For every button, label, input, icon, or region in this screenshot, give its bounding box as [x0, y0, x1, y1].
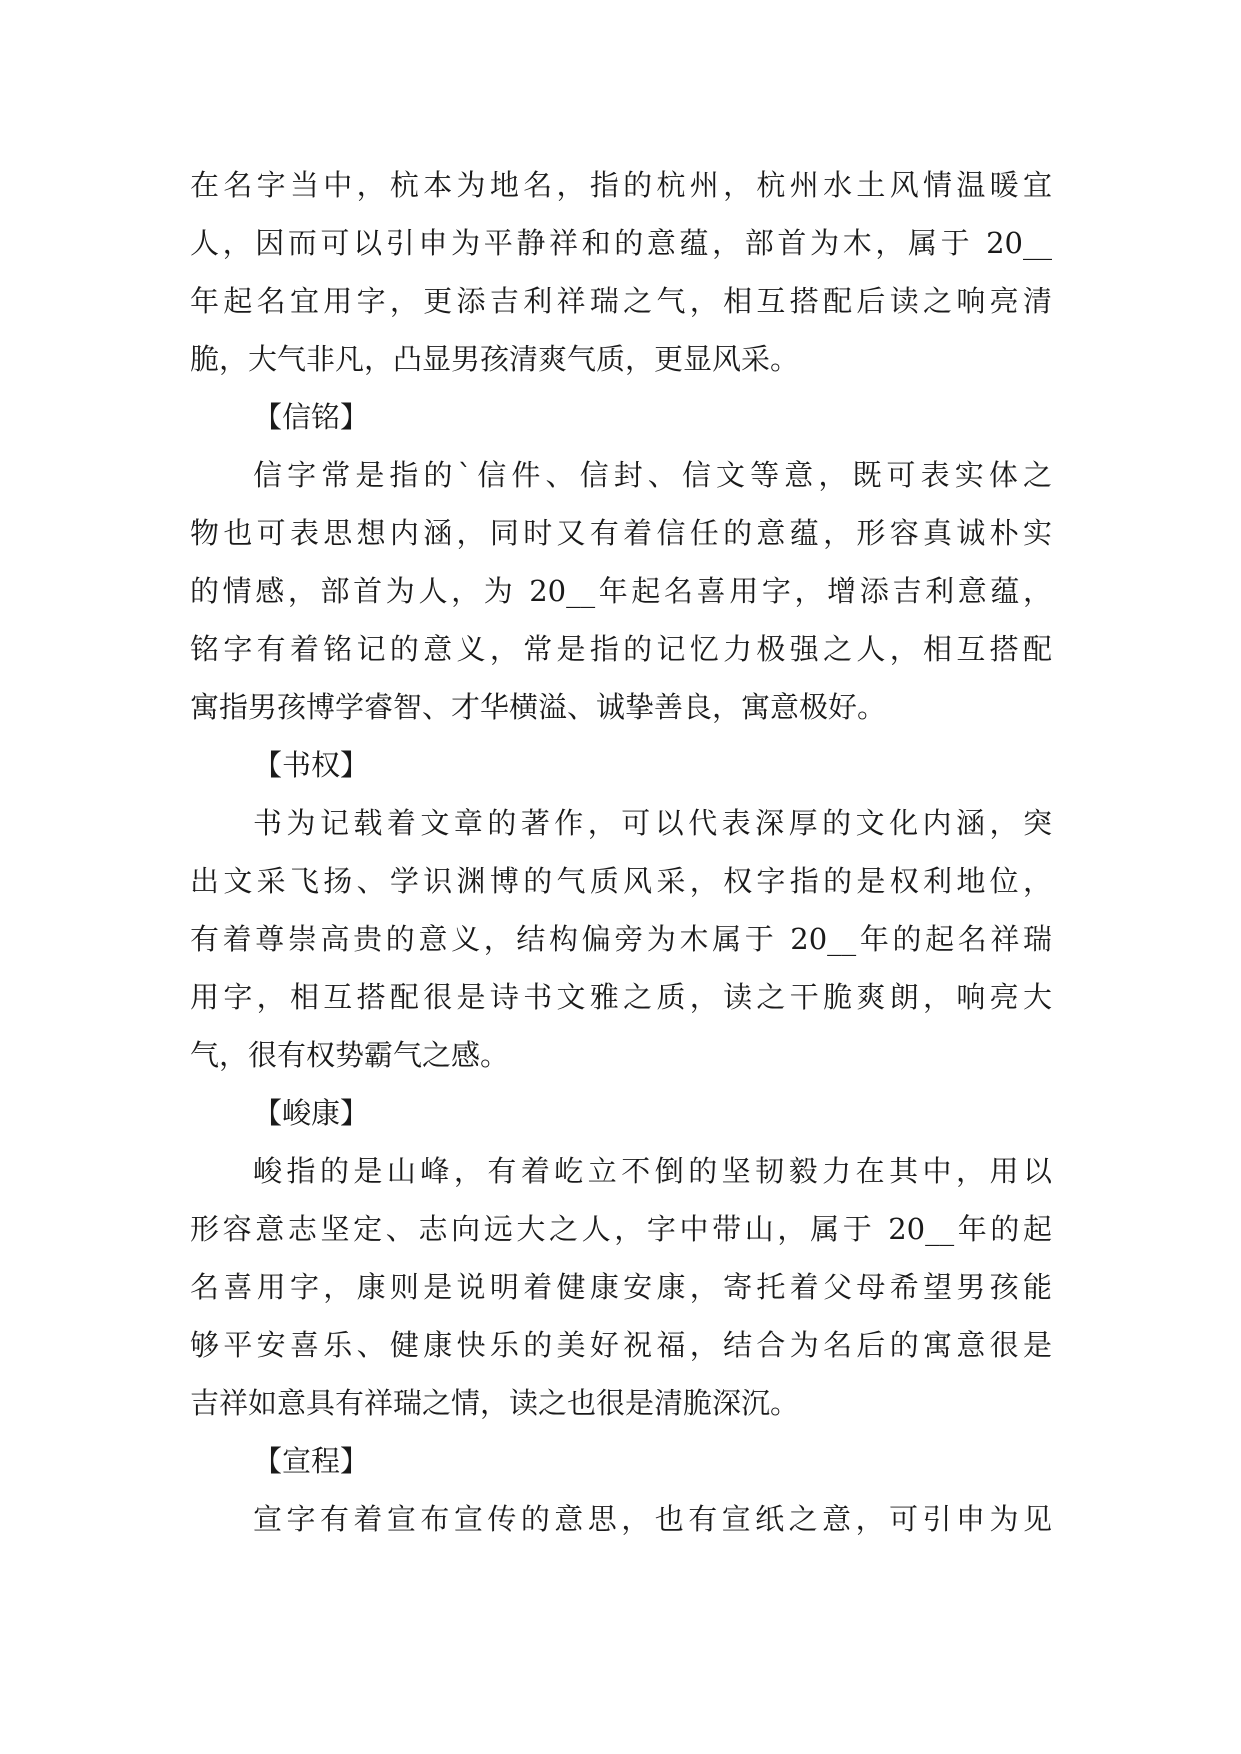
text-line: 书为记载着文章的著作，可以代表深厚的文化内涵，突 — [253, 806, 1052, 840]
text-line: 在名字当中，杭本为地名，指的杭州，杭州水土风情温暖宜 — [190, 168, 1052, 202]
paragraph-xinming — [190, 446, 1052, 736]
text-line: 寓指男孩博学睿智、才华横溢、诚挚善良，寓意极好。 — [190, 690, 887, 724]
text-line: 年起名宜用字，更添吉利祥瑞之气，相互搭配后读之响亮清 — [190, 284, 1052, 318]
text-line: 够平安喜乐、健康快乐的美好祝福，结合为名后的寓意很是 — [190, 1328, 1052, 1362]
text-line: 气，很有权势霸气之感。 — [190, 1038, 510, 1072]
text-line: 物也可表思想内涵，同时又有着信任的意蕴，形容真诚朴实 — [190, 516, 1052, 550]
text-line: 名喜用字，康则是说明着健康安康，寄托着父母希望男孩能 — [190, 1270, 1052, 1304]
text-line: 峻指的是山峰，有着屹立不倒的坚韧毅力在其中，用以 — [253, 1154, 1052, 1188]
text-line: 信字常是指的`信件、信封、信文等意，既可表实体之 — [253, 458, 1052, 492]
text-line: 形容意志坚定、志向远大之人，字中带山，属于 20__年的起 — [190, 1212, 1052, 1246]
paragraph-shuquan — [190, 794, 1052, 1084]
paragraph-junkang — [190, 1142, 1052, 1432]
section-heading-shuquan: 【书权】 — [253, 748, 370, 782]
text-line: 出文采飞扬、学识渊博的气质风采，权字指的是权利地位， — [190, 864, 1052, 898]
paragraph-xuancheng — [190, 1490, 1052, 1548]
text-line: 有着尊崇高贵的意义，结构偏旁为木属于 20__年的起名祥瑞 — [190, 922, 1052, 956]
section-heading-xinming: 【信铭】 — [253, 400, 370, 434]
document-body — [190, 156, 1052, 1548]
text-line: 宣字有着宣布宣传的意思，也有宣纸之意，可引申为见 — [253, 1502, 1052, 1536]
section-heading-junkang: 【峻康】 — [253, 1096, 370, 1130]
paragraph-hang — [190, 156, 1052, 388]
text-line: 吉祥如意具有祥瑞之情，读之也很是清脆深沉。 — [190, 1386, 800, 1420]
text-line: 用字，相互搭配很是诗书文雅之质，读之干脆爽朗，响亮大 — [190, 980, 1052, 1014]
section-heading-xuancheng: 【宣程】 — [253, 1444, 370, 1478]
text-line: 铭字有着铭记的意义，常是指的记忆力极强之人，相互搭配 — [190, 632, 1052, 666]
text-line: 的情感，部首为人，为 20__年起名喜用字，增添吉利意蕴， — [190, 574, 1052, 608]
text-line: 脆，大气非凡，凸显男孩清爽气质，更显风采。 — [190, 342, 800, 376]
text-line: 人，因而可以引申为平静祥和的意蕴，部首为木，属于 20__ — [190, 226, 1052, 260]
